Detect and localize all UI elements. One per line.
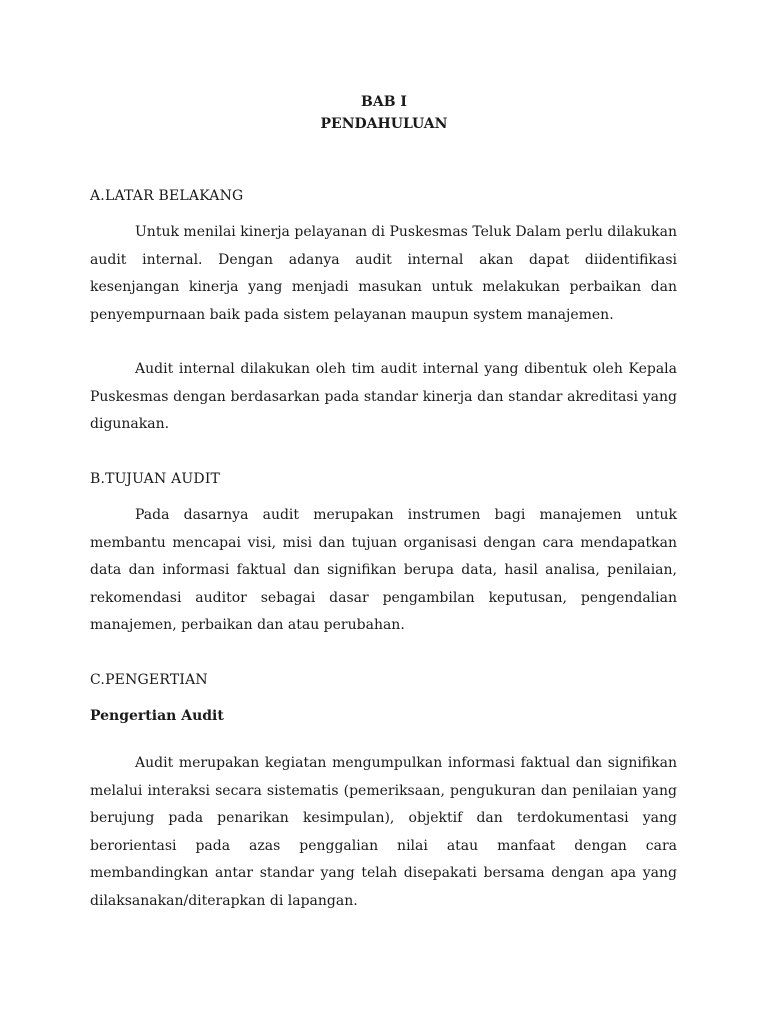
paragraph-text: Audit merupakan kegiatan mengumpulkan informasi faktual dan signifikan melalui interaksi secara sistematis (pemeriksaan, pengukuran dan penilaian yang berujung pada penarikan kesimpulan), objektif dan terdokumentasi yang berorientasi pada azas penggalian nilai atau manfaat dengan cara membandingkan antar standar yang telah disepakati bersama dengan apa yang dilaksanakan/diterapkan di lapangan. — [90, 755, 677, 909]
chapter-number: BAB I — [361, 94, 407, 110]
subheading-pengertian-audit: Pengertian Audit — [90, 708, 224, 724]
paragraph-pengertian-audit — [90, 750, 677, 915]
paragraph-latar-belakang-1 — [90, 219, 677, 329]
paragraph-text: Pada dasarnya audit merupakan instrumen bagi manajemen untuk membantu mencapai visi, misi dan tujuan organisasi dengan cara mendapatkan data dan informasi faktual dan signifikan berupa data, hasil analisa, penilaian, rekomendasi auditor sebagai dasar pengambilan keputusan, pengendalian manajemen, perbaikan dan atau perubahan. — [90, 507, 677, 633]
section-heading-pengertian: C.PENGERTIAN — [90, 672, 208, 688]
section-heading-tujuan-audit: B.TUJUAN AUDIT — [90, 471, 221, 487]
paragraph-text: Untuk menilai kinerja pelayanan di Puskesmas Teluk Dalam perlu dilakukan audit internal. Dengan adanya audit internal akan dapat diidentifikasi kesenjangan kinerja yang menjadi masukan untuk melakukan perbaikan dan penyempurnaan baik pada sistem pelayanan maupun system manajemen. — [90, 224, 677, 323]
paragraph-text: Audit internal dilakukan oleh tim audit internal yang dibentuk oleh Kepala Puskesmas dengan berdasarkan pada standar kinerja dan standar akreditasi yang digunakan. — [90, 361, 677, 432]
section-heading-latar-belakang: A.LATAR BELAKANG — [90, 188, 244, 204]
chapter-title: PENDAHULUAN — [320, 116, 448, 132]
paragraph-latar-belakang-2 — [90, 356, 677, 439]
paragraph-tujuan-audit — [90, 502, 677, 640]
